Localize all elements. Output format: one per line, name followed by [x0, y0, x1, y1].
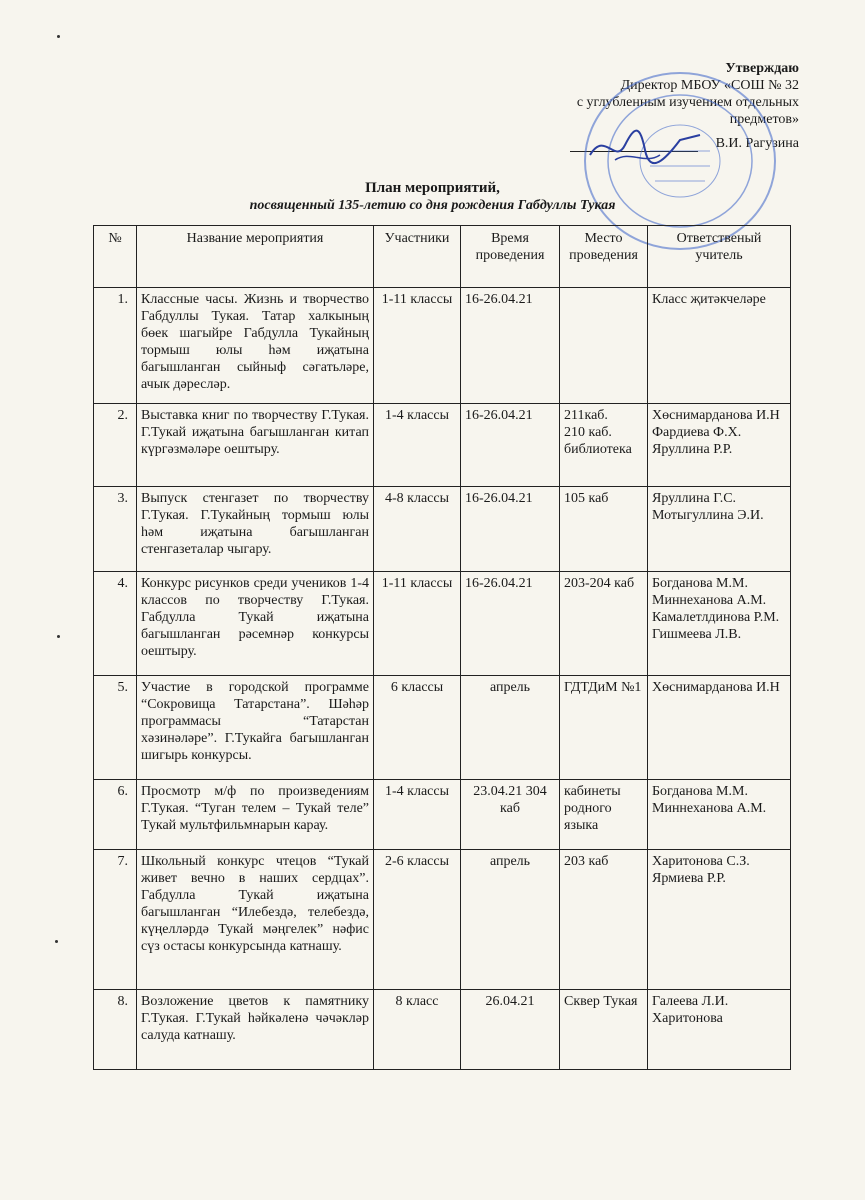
- row-num: 6.: [94, 780, 137, 850]
- row-name: Классные часы. Жизнь и творчество Габдуллы Тукая. Татар халкының бөек шагыйре Габдулла Тукайның тормыш юлы һәм иҗатына багышланган сыйныф сәгатьләре, ачык дәресләр.: [137, 288, 374, 404]
- row-participants: 1-4 классы: [374, 780, 461, 850]
- row-time: 16-26.04.21: [461, 487, 560, 572]
- teacher-line: Гишмеева Л.В.: [652, 627, 742, 642]
- row-num: 3.: [94, 487, 137, 572]
- row-teacher: [648, 288, 791, 404]
- teacher-line: Камалетлдинова Р.М.: [652, 610, 780, 625]
- row-teacher: [648, 487, 791, 572]
- row-time: 16-26.04.21: [461, 404, 560, 487]
- teacher-line: Миннеханова А.М.: [652, 593, 767, 608]
- place-line: ГДТДиМ №1: [564, 680, 642, 695]
- teacher-line: Харитонова С.З.: [652, 854, 750, 869]
- row-place: [560, 487, 648, 572]
- header-name: Название мероприятия: [137, 226, 374, 288]
- row-participants: 1-4 классы: [374, 404, 461, 487]
- row-time: 16-26.04.21: [461, 572, 560, 676]
- row-participants: 2-6 классы: [374, 850, 461, 990]
- approval-line-2: с углубленным изучением отдельных: [576, 95, 799, 110]
- row-time: 16-26.04.21: [461, 288, 560, 404]
- teacher-line: Яруллина Г.С.: [652, 491, 737, 506]
- header-num: №: [94, 226, 137, 288]
- signature-icon: [585, 120, 705, 175]
- header-participants: Участники: [374, 226, 461, 288]
- scan-speck: [57, 35, 60, 38]
- row-name: Просмотр м/ф по произведениям Г.Тукая. “Туган телем – Тукай теле” Тукай мультфильмнарын карау.: [137, 780, 374, 850]
- signer-name: В.И. Рагузина: [715, 136, 799, 151]
- events-table: [93, 225, 791, 1070]
- teacher-line: Хөснимарданова И.Н: [652, 408, 780, 423]
- scan-speck: [57, 635, 60, 638]
- row-name: Конкурс рисунков среди учеников 1-4 классов по творчеству Г.Тукая. Габдулла Тукай иҗатына багышланган рәсемнәр конкурсы оештыру.: [137, 572, 374, 676]
- row-teacher: [648, 572, 791, 676]
- row-place: [560, 572, 648, 676]
- teacher-line: Галеева Л.И.: [652, 994, 729, 1009]
- header-place: Место проведения: [560, 226, 648, 288]
- row-place: [560, 288, 648, 404]
- header-teacher: Ответственый учитель: [648, 226, 791, 288]
- row-participants: 1-11 классы: [374, 288, 461, 404]
- table-row: [94, 990, 791, 1070]
- row-participants: 6 классы: [374, 676, 461, 780]
- row-time: апрель: [461, 850, 560, 990]
- teacher-line: Яруллина Р.Р.: [652, 442, 733, 457]
- row-name: Участие в городской программе “Сокровища Татарстана”. Шәһәр программасы “Татарстан хәзинәләре”. Г.Тукайга багышланган шигырь конкурсы.: [137, 676, 374, 780]
- table-row: [94, 404, 791, 487]
- teacher-line: Миннеханова А.М.: [652, 801, 767, 816]
- row-num: 4.: [94, 572, 137, 676]
- header-time: Время проведения: [461, 226, 560, 288]
- row-teacher: [648, 404, 791, 487]
- place-line: 105 каб: [564, 491, 609, 506]
- page-subtitle: посвященный 135-летию со дня рождения Габдуллы Тукая: [249, 198, 616, 213]
- place-line: Сквер Тукая: [564, 994, 638, 1009]
- row-participants: 8 класс: [374, 990, 461, 1070]
- table-row: [94, 780, 791, 850]
- row-time: апрель: [461, 676, 560, 780]
- row-name: Возложение цветов к памятнику Г.Тукая. Г.Тукай һәйкәленә чәчәкләр салуда катнашу.: [137, 990, 374, 1070]
- row-place: [560, 676, 648, 780]
- approval-line-3: предметов»: [729, 112, 799, 127]
- row-teacher: [648, 850, 791, 990]
- row-num: 1.: [94, 288, 137, 404]
- place-line: библиотека: [564, 442, 632, 457]
- row-participants: 1-11 классы: [374, 572, 461, 676]
- table-row: [94, 288, 791, 404]
- row-teacher: [648, 676, 791, 780]
- row-time: 26.04.21: [461, 990, 560, 1070]
- teacher-line: Фардиева Ф.Х.: [652, 425, 742, 440]
- row-name: Выставка книг по творчеству Г.Тукая. Г.Тукай иҗатына багышланган китап күргәзмәләре оештыру.: [137, 404, 374, 487]
- teacher-line: Хөснимарданова И.Н: [652, 680, 780, 695]
- row-num: 5.: [94, 676, 137, 780]
- row-place: [560, 780, 648, 850]
- place-line: кабинеты родного языка: [564, 784, 621, 833]
- approval-line-1: Директор МБОУ «СОШ № 32: [620, 78, 799, 93]
- table-row: [94, 572, 791, 676]
- row-time: 23.04.21 304 каб: [461, 780, 560, 850]
- teacher-line: Класс җитәкчеләре: [652, 292, 766, 307]
- row-name: Школьный конкурс чтецов “Тукай живет вечно в наших сердцах”. Габдулла Тукай иҗатына багышланган “Илебездә, телебездә, күңелләрдә Тукай мәңгелек” нәфис сүз остасы конкурсында катнашу.: [137, 850, 374, 990]
- place-line: 211каб.: [564, 408, 608, 423]
- teacher-line: Ярмиева Р.Р.: [652, 871, 726, 886]
- place-line: 210 каб.: [564, 425, 612, 440]
- row-place: [560, 850, 648, 990]
- table-row: [94, 676, 791, 780]
- row-teacher: [648, 990, 791, 1070]
- place-line: 203 каб: [564, 854, 609, 869]
- row-name: Выпуск стенгазет по творчеству Г.Тукая. Г.Тукайның тормыш юлы һәм иҗатына багышланган стенгазеталар чыгару.: [137, 487, 374, 572]
- teacher-line: Харитонова: [652, 1011, 723, 1026]
- teacher-line: Мотыгуллина Э.И.: [652, 508, 764, 523]
- row-num: 2.: [94, 404, 137, 487]
- table-row: [94, 487, 791, 572]
- row-num: 8.: [94, 990, 137, 1070]
- row-participants: 4-8 классы: [374, 487, 461, 572]
- row-num: 7.: [94, 850, 137, 990]
- table-row: [94, 850, 791, 990]
- scan-speck: [55, 940, 58, 943]
- row-place: [560, 404, 648, 487]
- row-teacher: [648, 780, 791, 850]
- teacher-line: Богданова М.М.: [652, 576, 748, 591]
- approval-word: Утверждаю: [725, 61, 799, 76]
- page-title: План мероприятий,: [365, 180, 500, 196]
- teacher-line: Богданова М.М.: [652, 784, 748, 799]
- row-place: [560, 990, 648, 1070]
- table-header-row: [94, 226, 791, 288]
- place-line: 203-204 каб: [564, 576, 635, 591]
